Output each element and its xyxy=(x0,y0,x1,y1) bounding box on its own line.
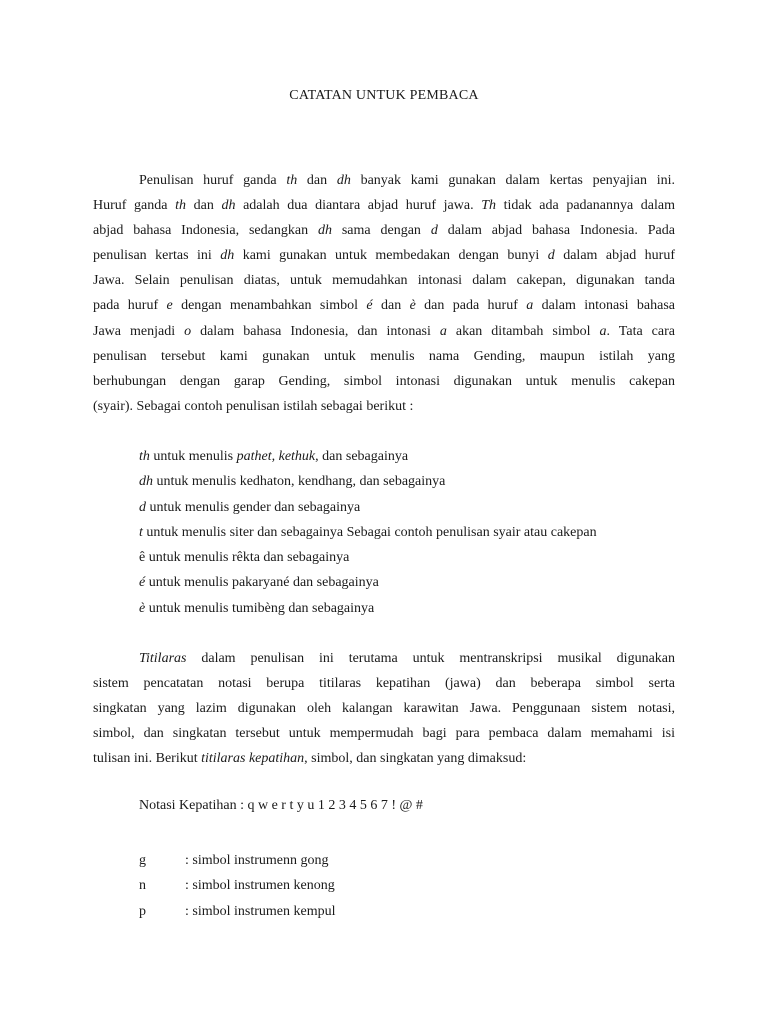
symbol-list xyxy=(139,848,336,924)
text-line: penulisan kertas ini dh kami gunakan untuk membedakan dengan bunyi d dalam abjad huruf xyxy=(93,248,675,264)
list-item: dh untuk menulis kedhaton, kendhang, dan sebagainya xyxy=(139,474,446,490)
text-line: singkatan yang lazim digunakan oleh kalangan karawitan Jawa. Penggunaan sistem notasi, xyxy=(93,701,675,717)
symbol-key: p xyxy=(139,903,146,919)
symbol-item xyxy=(139,899,336,924)
text-line: berhubungan dengan garap Gending, simbol intonasi digunakan untuk menulis cakepan xyxy=(93,373,675,389)
example-list xyxy=(139,444,597,621)
paragraph-titilaras xyxy=(93,646,675,771)
list-item: ê untuk menulis rêkta dan sebagainya xyxy=(139,550,350,566)
symbol-key: g xyxy=(139,853,146,868)
list-item: d untuk menulis gender dan sebagainya xyxy=(139,499,361,515)
symbol-desc: : simbol instrumen kempul xyxy=(185,903,336,919)
list-item: é untuk menulis pakaryané dan sebagainya xyxy=(139,575,379,591)
symbol-desc: : simbol instrumenn gong xyxy=(185,853,329,868)
text-line: Huruf ganda th dan dh adalah dua diantara abjad huruf jawa. Th tidak ada padanannya dalam xyxy=(93,198,676,214)
text-line: penulisan tersebut kami gunakan untuk menulis nama Gending, maupun istilah yang xyxy=(93,348,675,364)
symbol-item xyxy=(139,848,336,873)
symbol-item xyxy=(139,873,336,898)
page-title: CATATAN UNTUK PEMBACA xyxy=(289,88,479,103)
text-line: (syair). Sebagai contoh penulisan istilah sebagai berikut : xyxy=(93,398,414,414)
text-line: sistem pencatatan notasi berupa titilaras kepatihan (jawa) dan beberapa simbol serta xyxy=(93,676,675,692)
text-line: simbol, dan singkatan tersebut untuk mempermudah bagi para pembaca dalam memahami isi xyxy=(93,726,675,742)
text-line: Titilaras dalam penulisan ini terutama untuk mentranskripsi musikal digunakan xyxy=(139,651,675,666)
text-line: Jawa. Selain penulisan diatas, untuk memudahkan intonasi dalam cakepan, digunakan tanda xyxy=(93,273,675,289)
text-line: Penulisan huruf ganda th dan dh banyak kami gunakan dalam kertas penyajian ini. xyxy=(139,173,676,188)
symbol-desc: : simbol instrumen kenong xyxy=(185,878,335,894)
symbol-key: n xyxy=(139,878,146,894)
text-line: Jawa menjadi o dalam bahasa Indonesia, dan intonasi a akan ditambah simbol a. Tata cara xyxy=(93,323,675,339)
text-line: abjad bahasa Indonesia, sedangkan dh sama dengan d dalam abjad bahasa Indonesia. Pada xyxy=(93,223,675,239)
paragraph-intro xyxy=(93,168,675,419)
text-line: pada huruf e dengan menambahkan simbol é dan è dan pada huruf a dalam intonasi bahasa xyxy=(93,298,675,314)
list-item: t untuk menulis siter dan sebagainya Sebagai contoh penulisan syair atau cakepan xyxy=(139,524,597,540)
text-line: tulisan ini. Berikut titilaras kepatihan, simbol, dan singkatan yang dimaksud: xyxy=(93,751,527,767)
list-item: th untuk menulis pathet, kethuk, dan sebagainya xyxy=(139,449,409,464)
list-item: è untuk menulis tumibèng dan sebagainya xyxy=(139,600,375,616)
notasi-kepatihan: Notasi Kepatihan : q w e r t y u 1 2 3 4 5 6 7 ! @ # xyxy=(139,798,423,813)
